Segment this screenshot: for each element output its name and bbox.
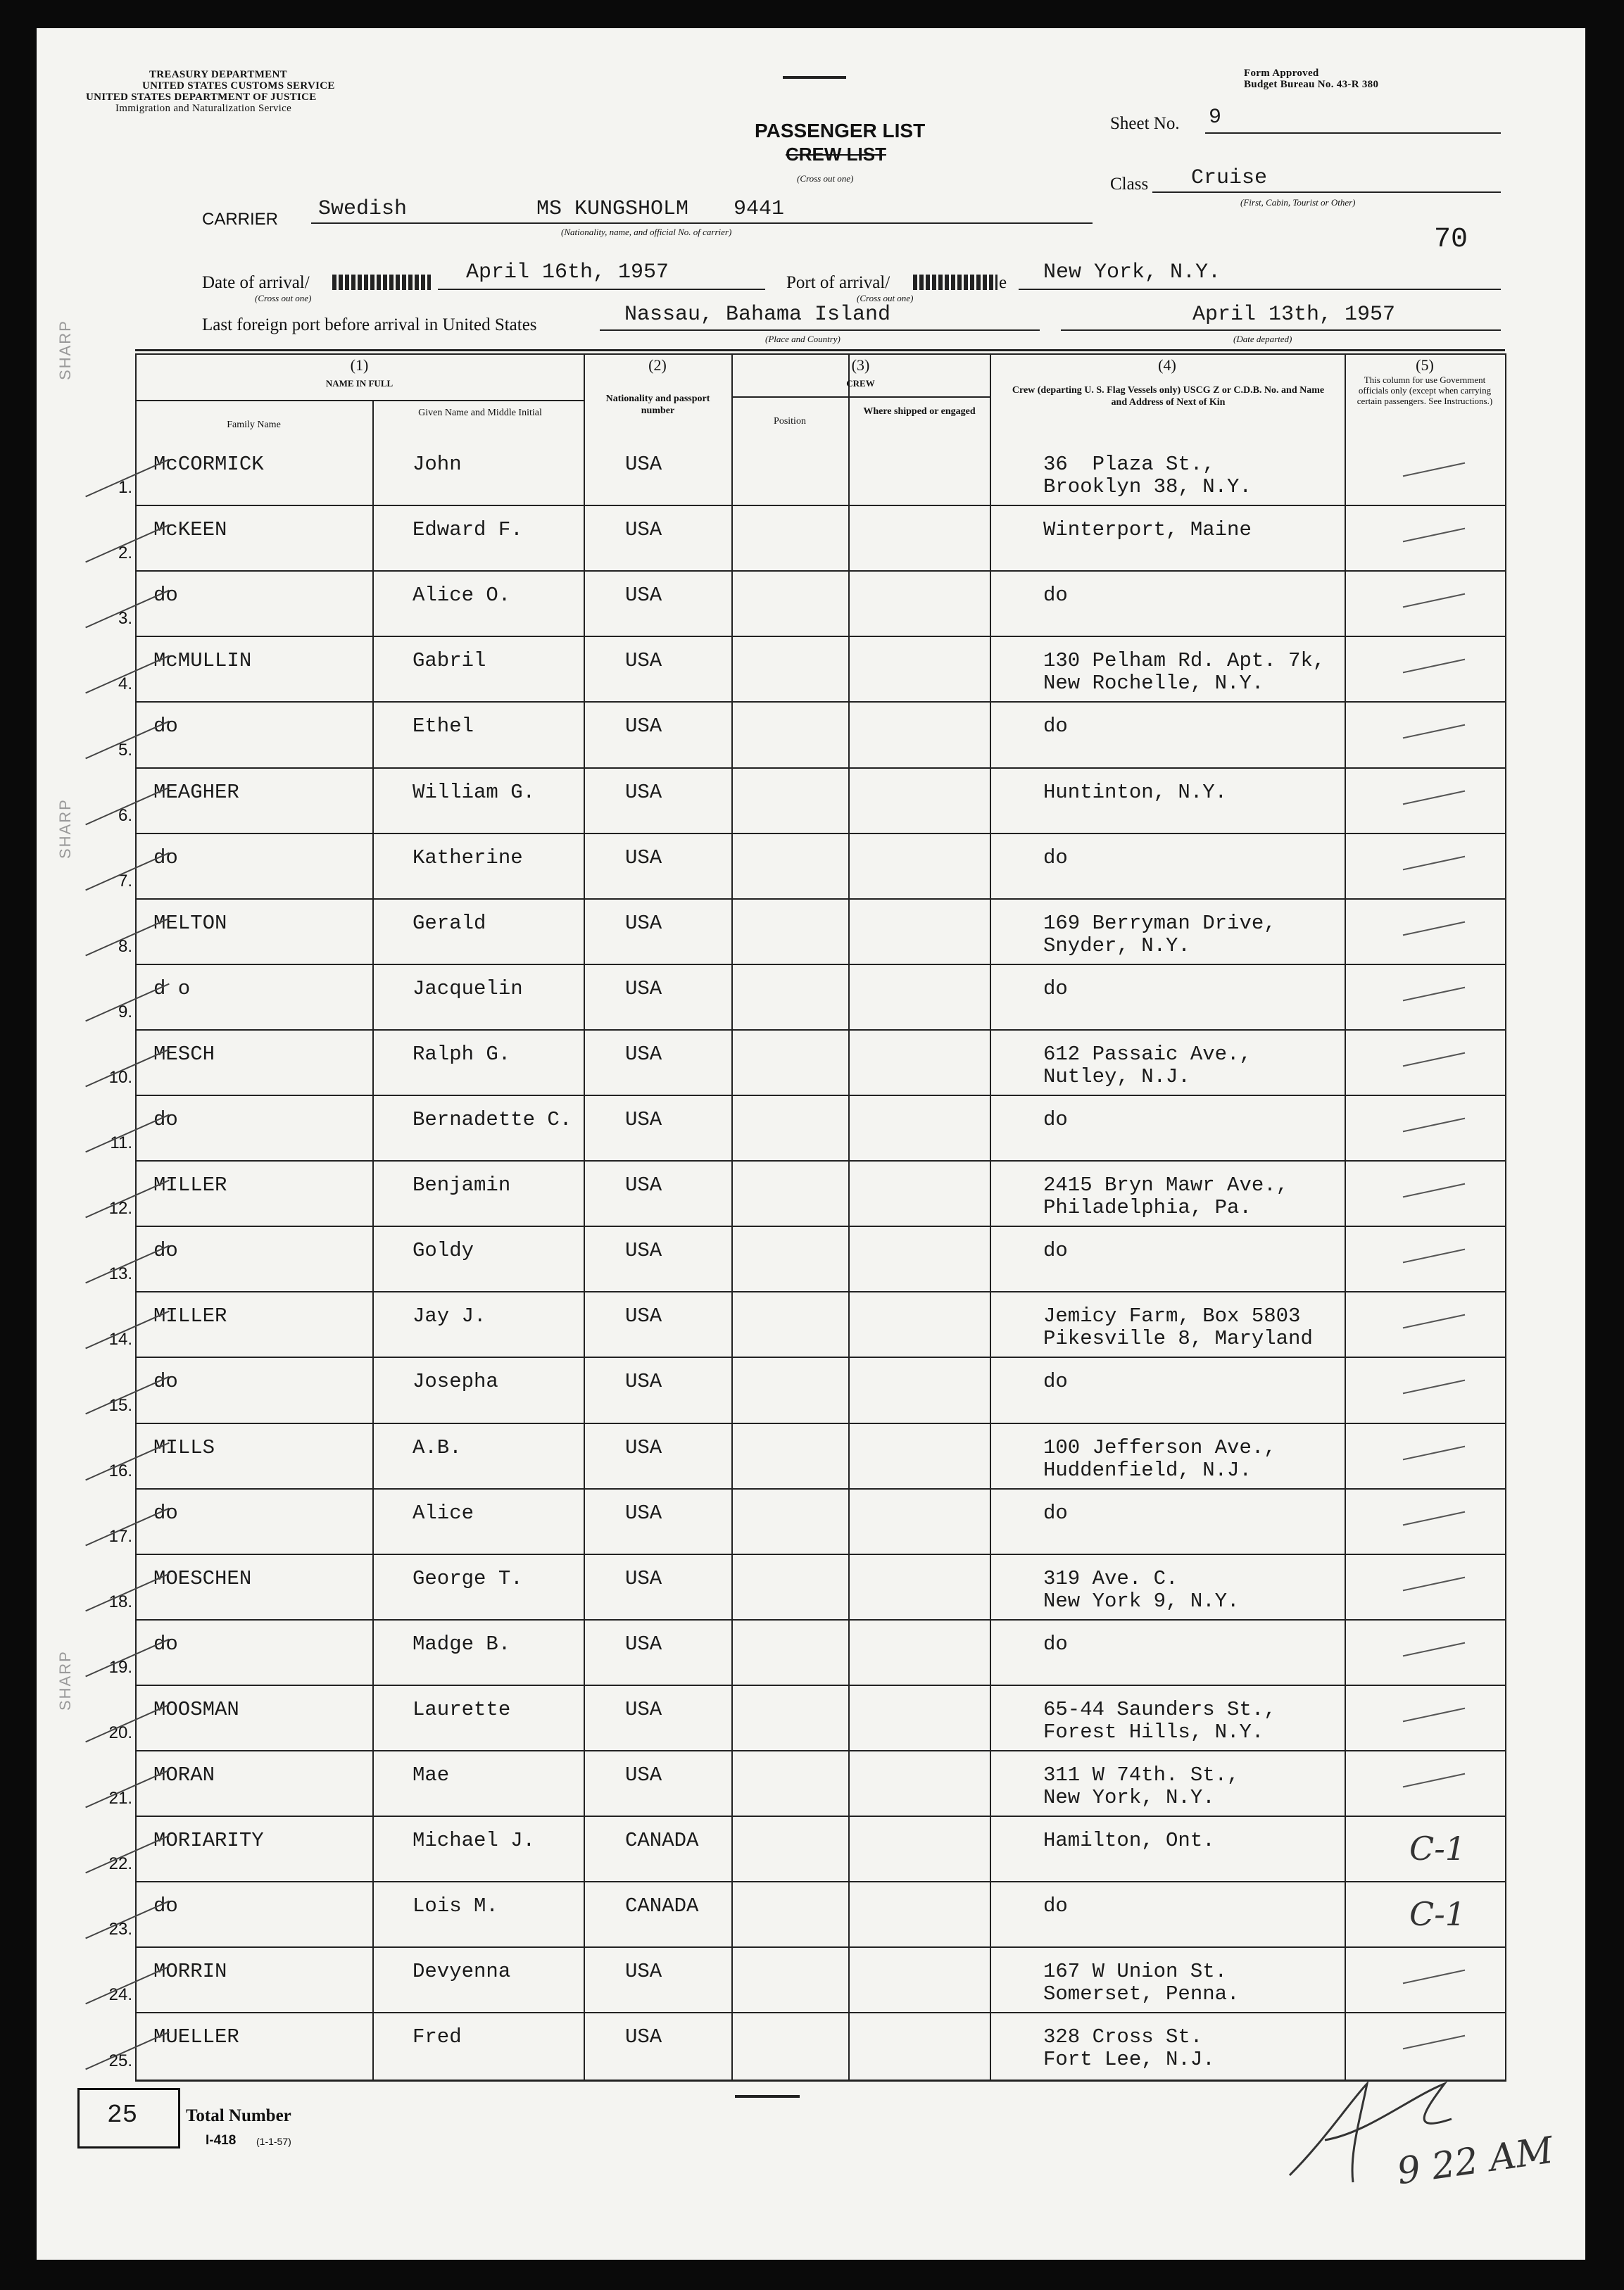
departed-date: April 13th, 1957: [1192, 303, 1396, 327]
nationality: USA: [625, 453, 662, 476]
given-name: Gerald: [413, 911, 486, 935]
given-name: Fred: [413, 2025, 462, 2049]
gov-use-mark: C-1: [1409, 1895, 1466, 1934]
col3-number: (3): [851, 356, 870, 374]
next-of-kin-address: do: [1043, 976, 1068, 1000]
nationality: USA: [625, 1566, 662, 1590]
family-name: McMULLIN: [153, 649, 252, 673]
given-name: Michael J.: [413, 1829, 536, 1853]
nationality: USA: [625, 780, 662, 804]
family-name: MUELLER: [153, 2025, 239, 2049]
sharp-stamp: SHARP: [56, 798, 74, 859]
nationality: USA: [625, 518, 662, 542]
form-approved: Form Approved: [1244, 68, 1319, 79]
nationality: USA: [625, 1763, 662, 1787]
carrier-nationality: Swedish: [318, 197, 408, 221]
page-title: PASSENGER LIST: [755, 120, 926, 141]
nationality: USA: [625, 1304, 662, 1328]
given-name: Bernadette C.: [413, 1108, 572, 1131]
next-of-kin-address: 169 Berryman Drive, Snyder, N.Y.: [1043, 911, 1276, 957]
nationality: USA: [625, 1632, 662, 1656]
row-number: 11.: [110, 1133, 132, 1153]
family-name: do: [153, 1108, 178, 1131]
carrier-number: 9441: [734, 197, 785, 221]
row-number: 5.: [118, 740, 132, 760]
next-of-kin-address: do: [1043, 1632, 1068, 1656]
family-name: do: [153, 1370, 178, 1394]
family-name: do: [153, 1239, 178, 1263]
next-of-kin-address: 100 Jefferson Ave., Huddenfield, N.J.: [1043, 1435, 1276, 1482]
arrival-port: New York, N.Y.: [1043, 260, 1221, 284]
arrival-date: April 16th, 1957: [466, 260, 669, 284]
table-row: [135, 1162, 1505, 1227]
next-of-kin-address: 167 W Union St. Somerset, Penna.: [1043, 1960, 1240, 2006]
row-number: 13.: [108, 1264, 132, 1284]
total-value: 25: [107, 2101, 138, 2129]
sharp-stamp: SHARP: [56, 1650, 74, 1711]
table-row: [135, 1751, 1505, 1817]
nationality: USA: [625, 1960, 662, 1984]
row-number: 17.: [108, 1526, 132, 1546]
agency-ins: Immigration and Naturalization Service: [115, 103, 292, 114]
nationality: CANADA: [625, 1829, 699, 1853]
row-number: 19.: [108, 1657, 132, 1677]
struck-text: [913, 275, 997, 290]
next-of-kin-address: 328 Cross St. Fort Lee, N.J.: [1043, 2025, 1215, 2072]
family-name: MORAN: [153, 1763, 215, 1787]
col-family-name: Family Name: [227, 420, 281, 430]
next-of-kin-address: Winterport, Maine: [1043, 518, 1252, 542]
next-of-kin-address: 65-44 Saunders St., Forest Hills, N.Y.: [1043, 1697, 1276, 1744]
col4-number: (4): [1158, 356, 1176, 374]
next-of-kin-address: do: [1043, 584, 1068, 608]
gov-use-mark: C-1: [1409, 1830, 1466, 1868]
nationality: USA: [625, 1501, 662, 1525]
row-number: 23.: [108, 1920, 132, 1939]
sheet-number: 9: [1209, 106, 1222, 130]
family-name: do: [153, 1894, 178, 1918]
next-of-kin-address: 130 Pelham Rd. Apt. 7k, New Rochelle, N.Y.: [1043, 649, 1326, 696]
class-label: Class: [1110, 175, 1149, 194]
table-row: [135, 1621, 1505, 1686]
table-row: [135, 1686, 1505, 1751]
family-name: MORRIN: [153, 1960, 227, 1984]
row-number: 14.: [108, 1330, 132, 1350]
class-value: Cruise: [1191, 166, 1268, 190]
table-row: [135, 441, 1505, 506]
sharp-stamp: SHARP: [56, 320, 74, 380]
sheet-label: Sheet No.: [1110, 114, 1180, 133]
table-row: [135, 1948, 1505, 2013]
nationality: USA: [625, 715, 662, 738]
agency-customs: UNITED STATES CUSTOMS SERVICE: [142, 80, 335, 92]
col-gov-use: This column for use Government officials only (except when carrying certain passengers. See Instructions.): [1357, 375, 1493, 406]
table-row: [135, 1490, 1505, 1555]
table-row: [135, 1817, 1505, 1882]
port-hint: (Cross out one): [857, 293, 914, 303]
given-name: Jacquelin: [413, 976, 523, 1000]
form-revision: (1-1-57): [256, 2136, 291, 2147]
given-name: Jay J.: [413, 1304, 486, 1328]
nationality: CANADA: [625, 1894, 699, 1918]
footer-dash: [735, 2095, 800, 2098]
given-name: Alice: [413, 1501, 474, 1525]
form-sheet: [37, 28, 1585, 2260]
given-name: Josepha: [413, 1370, 498, 1394]
given-name: Devyenna: [413, 1960, 511, 1984]
col1-number: (1): [350, 356, 369, 374]
agency-justice: UNITED STATES DEPARTMENT OF JUSTICE: [86, 92, 317, 103]
table-row: [135, 572, 1505, 637]
table-row: [135, 965, 1505, 1031]
row-number: 9.: [118, 1002, 132, 1021]
next-of-kin-address: do: [1043, 845, 1068, 869]
next-of-kin-address: do: [1043, 715, 1068, 738]
crossed-title: CREW LIST: [786, 144, 886, 165]
table-row: [135, 1358, 1505, 1423]
next-of-kin-address: Jemicy Farm, Box 5803 Pikesville 8, Maryland: [1043, 1304, 1313, 1351]
table-row: [135, 1424, 1505, 1490]
nationality: USA: [625, 1108, 662, 1131]
table-row: [135, 1555, 1505, 1621]
next-of-kin-address: do: [1043, 1108, 1068, 1131]
family-name: MORIARITY: [153, 1829, 264, 1853]
port-label: Port of arrival/: [786, 273, 890, 292]
next-of-kin-address: Huntinton, N.Y.: [1043, 780, 1228, 804]
form-number: I-418: [206, 2133, 237, 2148]
col2-number: (2): [648, 356, 667, 374]
next-of-kin-address: 612 Passaic Ave., Nutley, N.J.: [1043, 1042, 1252, 1088]
next-of-kin-address: 36 Plaza St., Brooklyn 38, N.Y.: [1043, 453, 1252, 498]
family-name: do: [153, 584, 178, 608]
given-name: Madge B.: [413, 1632, 511, 1656]
next-of-kin-address: do: [1043, 1239, 1068, 1263]
given-name: Edward F.: [413, 518, 523, 542]
given-name: Lois M.: [413, 1894, 498, 1918]
next-of-kin-address: do: [1043, 1501, 1068, 1525]
nationality: USA: [625, 584, 662, 608]
last-port-label: Last foreign port before arrival in United States: [202, 315, 537, 334]
next-of-kin-address: 319 Ave. C. New York 9, N.Y.: [1043, 1566, 1240, 1613]
row-number: 21.: [108, 1789, 132, 1808]
given-name: Alice O.: [413, 584, 511, 608]
given-name: Laurette: [413, 1697, 511, 1721]
given-name: George T.: [413, 1566, 523, 1590]
given-name: Gabril: [413, 649, 486, 673]
nationality: USA: [625, 1435, 662, 1459]
table-row: [135, 769, 1505, 834]
family-name: d o: [153, 976, 191, 1000]
row-number: 4.: [118, 674, 132, 694]
col-where-shipped: Where shipped or engaged: [863, 406, 976, 417]
nationality: USA: [625, 1697, 662, 1721]
given-name: A.B.: [413, 1435, 462, 1459]
row-number: 1.: [118, 478, 132, 498]
nationality: USA: [625, 649, 662, 673]
table-row: [135, 506, 1505, 572]
table-row: [135, 834, 1505, 900]
agency-treasury: TREASURY DEPARTMENT: [149, 69, 287, 80]
cross-out-hint: (Cross out one): [797, 173, 854, 184]
budget-bureau: Budget Bureau No. 43-R 380: [1244, 79, 1379, 90]
col1-title: NAME IN FULL: [325, 378, 394, 389]
given-name: Benjamin: [413, 1174, 511, 1197]
next-of-kin-address: do: [1043, 1370, 1068, 1394]
row-number: 7.: [118, 871, 132, 891]
date-hint: (Cross out one): [255, 293, 312, 303]
row-number: 24.: [108, 1985, 132, 2005]
family-name: do: [153, 1632, 178, 1656]
family-name: MOESCHEN: [153, 1566, 252, 1590]
family-name: MILLER: [153, 1174, 227, 1197]
family-name: MESCH: [153, 1042, 215, 1066]
time-note: 9 22 AM: [1394, 2129, 1556, 2194]
family-name: do: [153, 845, 178, 869]
given-name: Ethel: [413, 715, 474, 738]
next-of-kin-address: 2415 Bryn Mawr Ave., Philadelphia, Pa.: [1043, 1174, 1289, 1220]
row-number: 8.: [118, 936, 132, 956]
col-position: Position: [774, 416, 806, 427]
row-number: 12.: [108, 1199, 132, 1219]
nationality: USA: [625, 2025, 662, 2049]
nationality: USA: [625, 1239, 662, 1263]
given-name: Mae: [413, 1763, 450, 1787]
departed-hint: (Date departed): [1233, 334, 1292, 344]
carrier-label: CARRIER: [202, 210, 279, 229]
row-number: 2.: [118, 543, 132, 563]
family-name: McKEEN: [153, 518, 227, 542]
nationality: USA: [625, 845, 662, 869]
last-port: Nassau, Bahama Island: [624, 303, 891, 327]
col-crew-address: Crew (departing U. S. Flag Vessels only) USCG Z or C.D.B. No. and Name and Address of Next of Kin: [1012, 385, 1325, 408]
given-name: William G.: [413, 780, 536, 804]
row-number: 22.: [108, 1854, 132, 1874]
next-of-kin-address: do: [1043, 1894, 1068, 1918]
place-hint: (Place and Country): [765, 334, 841, 344]
row-number: 18.: [108, 1592, 132, 1611]
family-name: MILLS: [153, 1435, 215, 1459]
col-nationality: Nationality and passport number: [605, 394, 710, 416]
header-dash: [783, 76, 846, 79]
row-number: 16.: [108, 1461, 132, 1480]
family-name: MILLER: [153, 1304, 227, 1328]
nationality: USA: [625, 1370, 662, 1394]
row-number: 15.: [108, 1395, 132, 1415]
table-row: [135, 1227, 1505, 1292]
table-row: [135, 1096, 1505, 1162]
total-label: Total Number: [186, 2106, 291, 2125]
col5-number: (5): [1416, 356, 1434, 374]
port-suffix: e: [999, 273, 1007, 292]
family-name: MEAGHER: [153, 780, 239, 804]
family-name: do: [153, 1501, 178, 1525]
family-name: do: [153, 715, 178, 738]
carrier-name: MS KUNGSHOLM: [536, 197, 689, 221]
class-hint: (First, Cabin, Tourist or Other): [1240, 197, 1356, 208]
carrier-hint: (Nationality, name, and official No. of carrier): [561, 227, 732, 237]
nationality: USA: [625, 976, 662, 1000]
page-number: 70: [1434, 224, 1468, 256]
date-label: Date of arrival/: [202, 273, 310, 292]
given-name: John: [413, 453, 462, 476]
col-given-name: Given Name and Middle Initial: [418, 408, 542, 418]
next-of-kin-address: Hamilton, Ont.: [1043, 1829, 1215, 1853]
next-of-kin-address: 311 W 74th. St., New York, N.Y.: [1043, 1763, 1240, 1809]
family-name: McCORMICK: [153, 453, 264, 476]
nationality: USA: [625, 911, 662, 935]
given-name: Katherine: [413, 845, 523, 869]
row-number: 25.: [108, 2051, 132, 2070]
table-row: [135, 1031, 1505, 1096]
nationality: USA: [625, 1042, 662, 1066]
struck-text: [332, 275, 431, 290]
row-number: 10.: [108, 1068, 132, 1087]
given-name: Ralph G.: [413, 1042, 511, 1066]
table-row: [135, 703, 1505, 768]
family-name: MOOSMAN: [153, 1697, 239, 1721]
row-number: 6.: [118, 805, 132, 825]
col-crew: CREW: [846, 378, 875, 389]
table-row: [135, 900, 1505, 965]
table-row: [135, 1882, 1505, 1948]
nationality: USA: [625, 1174, 662, 1197]
row-number: 3.: [118, 609, 132, 629]
given-name: Goldy: [413, 1239, 474, 1263]
row-number: 20.: [108, 1723, 132, 1742]
family-name: MELTON: [153, 911, 227, 935]
